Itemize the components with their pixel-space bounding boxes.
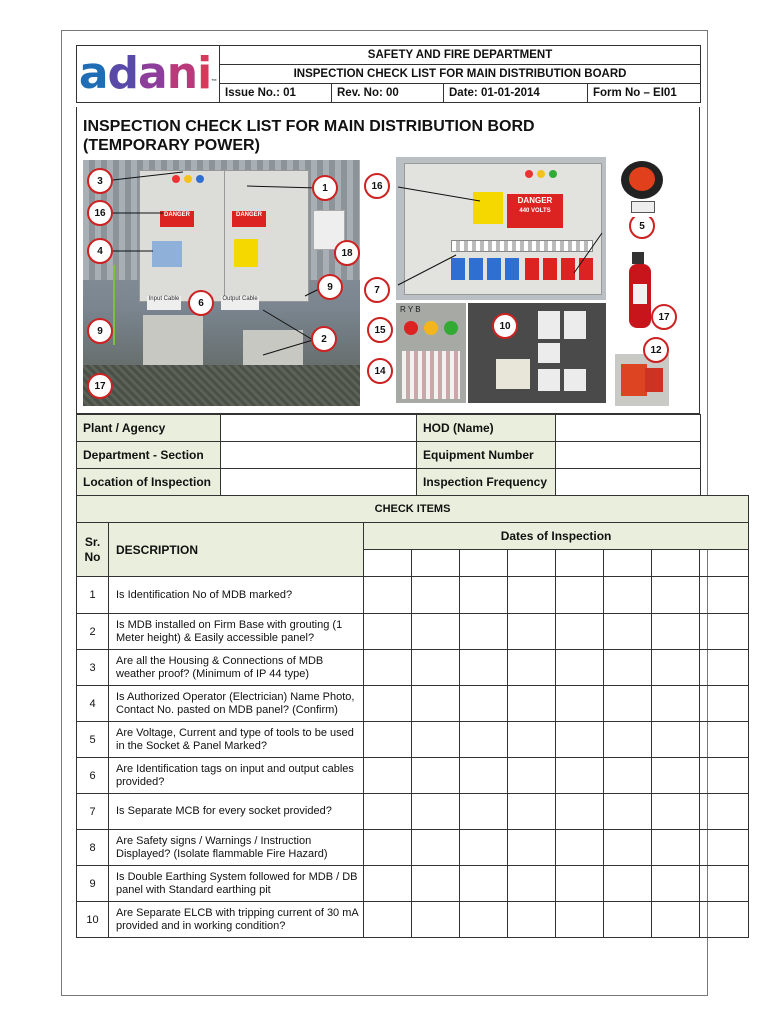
inspection-check-cell[interactable] xyxy=(652,902,700,938)
inspection-check-cell[interactable] xyxy=(460,866,508,902)
inspection-check-cell[interactable] xyxy=(556,686,604,722)
inspection-check-cell[interactable] xyxy=(700,866,749,902)
check-items-title: CHECK ITEMS xyxy=(77,496,749,523)
equipment-number-label: Equipment Number xyxy=(417,442,556,469)
location-field[interactable] xyxy=(221,469,417,496)
inspection-check-cell[interactable] xyxy=(364,686,412,722)
inspection-check-cell[interactable] xyxy=(652,794,700,830)
date-column-8[interactable] xyxy=(700,550,749,577)
callout-3: 3 xyxy=(87,168,113,194)
inspection-check-cell[interactable] xyxy=(556,866,604,902)
inspection-check-cell[interactable] xyxy=(412,577,460,614)
inspection-check-cell[interactable] xyxy=(652,866,700,902)
table-row xyxy=(77,830,749,866)
inspection-check-cell[interactable] xyxy=(652,722,700,758)
callout-arrows-2 xyxy=(396,157,606,300)
callout-2: 2 xyxy=(311,326,337,352)
inspection-check-cell[interactable] xyxy=(556,758,604,794)
inspection-check-cell[interactable] xyxy=(508,866,556,902)
description-header: DESCRIPTION xyxy=(109,523,364,577)
danger-sign-left: DANGER xyxy=(160,211,194,227)
inspection-check-cell[interactable] xyxy=(604,686,652,722)
inspection-check-cell[interactable] xyxy=(604,866,652,902)
inspection-check-cell[interactable] xyxy=(604,614,652,650)
danger-sign-right: DANGER xyxy=(232,211,266,227)
frequency-field[interactable] xyxy=(556,469,701,496)
item-sr-no: 10 xyxy=(77,902,109,938)
inspection-check-cell[interactable] xyxy=(652,577,700,614)
company-logo: adani™ xyxy=(77,46,220,103)
table-row xyxy=(77,686,749,722)
frequency-label: Inspection Frequency xyxy=(417,469,556,496)
inspection-check-cell[interactable] xyxy=(556,722,604,758)
inspection-check-cell[interactable] xyxy=(412,902,460,938)
inspection-check-cell[interactable] xyxy=(412,722,460,758)
inspection-check-cell[interactable] xyxy=(700,614,749,650)
danger-sign: DANGER 440 VOLTS xyxy=(507,194,563,228)
inspection-check-cell[interactable] xyxy=(700,650,749,686)
callout-12: 12 xyxy=(643,337,669,363)
inspection-check-cell[interactable] xyxy=(508,902,556,938)
inspection-check-cell[interactable] xyxy=(412,794,460,830)
hod-label: HOD (Name) xyxy=(417,415,556,442)
callout-6: 6 xyxy=(188,290,214,316)
inspection-check-cell[interactable] xyxy=(508,794,556,830)
item-description: Are Safety signs / Warnings / Instruction Displayed? (Isolate flammable Fire Hazard) xyxy=(109,830,364,866)
issue-no: Issue No.: 01 xyxy=(220,84,332,103)
inspection-info-table xyxy=(76,414,701,496)
item-description: Is MDB installed on Firm Base with grouting (1 Meter height) & Easily accessible panel? xyxy=(109,614,364,650)
check-items-table xyxy=(76,495,749,938)
photo-alarm-button xyxy=(617,157,667,217)
item-sr-no: 7 xyxy=(77,794,109,830)
table-row xyxy=(77,866,749,902)
callout-9b: 9 xyxy=(87,318,113,344)
plant-agency-label: Plant / Agency xyxy=(77,415,221,442)
photo-mdb-panel xyxy=(83,160,360,406)
rev-no: Rev. No: 00 xyxy=(332,84,444,103)
table-row xyxy=(77,614,749,650)
callout-7: 7 xyxy=(364,277,390,303)
inspection-check-cell[interactable] xyxy=(700,794,749,830)
inspection-check-cell[interactable] xyxy=(556,614,604,650)
date-column-7[interactable] xyxy=(652,550,700,577)
callout-4: 4 xyxy=(87,238,113,264)
inspection-check-cell[interactable] xyxy=(508,758,556,794)
location-label: Location of Inspection xyxy=(77,469,221,496)
date-column-1[interactable] xyxy=(364,550,412,577)
inspection-check-cell[interactable] xyxy=(556,794,604,830)
inspection-check-cell[interactable] xyxy=(700,577,749,614)
photo-elcb-meters xyxy=(468,303,606,403)
callout-14: 14 xyxy=(367,358,393,384)
callout-8b: 16 xyxy=(364,173,390,199)
item-sr-no: 1 xyxy=(77,577,109,614)
inspection-check-cell[interactable] xyxy=(556,830,604,866)
date-column-2[interactable] xyxy=(412,550,460,577)
inspection-check-cell[interactable] xyxy=(412,866,460,902)
item-sr-no: 9 xyxy=(77,866,109,902)
inspection-check-cell[interactable] xyxy=(700,902,749,938)
item-sr-no: 8 xyxy=(77,830,109,866)
inspection-check-cell[interactable] xyxy=(460,614,508,650)
inspection-check-cell[interactable] xyxy=(700,830,749,866)
inspection-check-cell[interactable] xyxy=(364,650,412,686)
item-description: Is Double Earthing System followed for MDB / DB panel with Standard earthing pit xyxy=(109,866,364,902)
inspection-check-cell[interactable] xyxy=(364,794,412,830)
inspection-check-cell[interactable] xyxy=(700,758,749,794)
item-description: Is Separate MCB for every socket provided? xyxy=(109,794,364,830)
callout-17: 17 xyxy=(651,304,677,330)
terminal-block xyxy=(402,351,460,399)
photo-indicator-lamps: R Y B xyxy=(396,303,466,403)
callout-5: 5 xyxy=(629,213,655,239)
photo-socket-panel xyxy=(396,157,606,300)
inspection-check-cell[interactable] xyxy=(364,722,412,758)
section-title: INSPECTION CHECK LIST FOR MAIN DISTRIBUTION BORD (TEMPORARY POWER) xyxy=(83,118,535,154)
check-items-body xyxy=(77,577,749,938)
inspection-check-cell[interactable] xyxy=(604,794,652,830)
inspection-check-cell[interactable] xyxy=(364,830,412,866)
callout-15: 15 xyxy=(367,317,393,343)
inspection-check-cell[interactable] xyxy=(604,577,652,614)
inspection-check-cell[interactable] xyxy=(604,722,652,758)
form-header xyxy=(76,45,701,103)
inspection-check-cell[interactable] xyxy=(508,577,556,614)
department-title: SAFETY AND FIRE DEPARTMENT xyxy=(220,46,701,65)
inspection-check-cell[interactable] xyxy=(508,722,556,758)
inspection-check-cell[interactable] xyxy=(700,686,749,722)
inspection-check-cell[interactable] xyxy=(460,758,508,794)
plant-agency-field[interactable] xyxy=(221,415,417,442)
inspection-check-cell[interactable] xyxy=(508,686,556,722)
callout-8: 16 xyxy=(87,200,113,226)
callout-1: 1 xyxy=(312,175,338,201)
inspection-check-cell[interactable] xyxy=(460,794,508,830)
inspection-check-cell[interactable] xyxy=(460,650,508,686)
inspection-check-cell[interactable] xyxy=(652,686,700,722)
table-row xyxy=(77,902,749,938)
equipment-number-field[interactable] xyxy=(556,442,701,469)
item-description: Are Identification tags on input and output cables provided? xyxy=(109,758,364,794)
item-sr-no: 2 xyxy=(77,614,109,650)
table-row xyxy=(77,794,749,830)
callout-16: 17 xyxy=(87,373,113,399)
inspection-check-cell[interactable] xyxy=(556,650,604,686)
item-description: Are Separate ELCB with tripping current of 30 mA provided and in working condition? xyxy=(109,902,364,938)
department-section-field[interactable] xyxy=(221,442,417,469)
department-section-label: Department - Section xyxy=(77,442,221,469)
inspection-check-cell[interactable] xyxy=(460,830,508,866)
table-row xyxy=(77,758,749,794)
item-sr-no: 6 xyxy=(77,758,109,794)
inspection-check-cell[interactable] xyxy=(604,902,652,938)
inspection-check-cell[interactable] xyxy=(412,650,460,686)
callout-9: 9 xyxy=(317,274,343,300)
inspection-check-cell[interactable] xyxy=(364,577,412,614)
item-description: Is Authorized Operator (Electrician) Name Photo, Contact No. pasted on MDB panel? (Confirm) xyxy=(109,686,364,722)
date-column-3[interactable] xyxy=(460,550,508,577)
dates-of-inspection-header: Dates of Inspection xyxy=(364,523,749,550)
item-sr-no: 4 xyxy=(77,686,109,722)
inspection-check-cell[interactable] xyxy=(652,758,700,794)
inspection-check-cell[interactable] xyxy=(652,830,700,866)
item-description: Are Voltage, Current and type of tools to be used in the Socket & Panel Marked? xyxy=(109,722,364,758)
inspection-check-cell[interactable] xyxy=(412,758,460,794)
inspection-check-cell[interactable] xyxy=(412,614,460,650)
inspection-check-cell[interactable] xyxy=(604,830,652,866)
input-cable-tag: Input Cable xyxy=(147,296,181,310)
photo-section xyxy=(76,107,700,414)
callout-10: 10 xyxy=(492,313,518,339)
callout-18: 18 xyxy=(334,240,360,266)
inspection-check-cell[interactable] xyxy=(604,650,652,686)
date-column-4[interactable] xyxy=(508,550,556,577)
inspection-check-cell[interactable] xyxy=(556,902,604,938)
inspection-check-cell[interactable] xyxy=(700,722,749,758)
inspection-check-cell[interactable] xyxy=(508,614,556,650)
inspection-check-cell[interactable] xyxy=(508,830,556,866)
item-description: Is Identification No of MDB marked? xyxy=(109,577,364,614)
output-cable-tag: Output Cable xyxy=(221,296,259,310)
table-row xyxy=(77,650,749,686)
sr-no-header: Sr. No xyxy=(77,523,109,577)
item-description: Are all the Housing & Connections of MDB weather proof? (Minimum of IP 44 type) xyxy=(109,650,364,686)
inspection-check-cell[interactable] xyxy=(460,686,508,722)
inspection-check-cell[interactable] xyxy=(412,830,460,866)
table-row xyxy=(77,577,749,614)
inspection-check-cell[interactable] xyxy=(556,577,604,614)
item-sr-no: 3 xyxy=(77,650,109,686)
inspection-check-cell[interactable] xyxy=(652,614,700,650)
date: Date: 01-01-2014 xyxy=(444,84,588,103)
date-column-6[interactable] xyxy=(604,550,652,577)
inspection-check-cell[interactable] xyxy=(412,686,460,722)
form-no: Form No – EI01 xyxy=(588,84,701,103)
inspection-check-cell[interactable] xyxy=(604,758,652,794)
inspection-check-cell[interactable] xyxy=(364,614,412,650)
inspection-check-cell[interactable] xyxy=(460,902,508,938)
item-sr-no: 5 xyxy=(77,722,109,758)
checklist-title: INSPECTION CHECK LIST FOR MAIN DISTRIBUTION BOARD xyxy=(220,65,701,84)
inspection-check-cell[interactable] xyxy=(364,902,412,938)
inspection-check-cell[interactable] xyxy=(460,577,508,614)
inspection-check-cell[interactable] xyxy=(460,722,508,758)
inspection-check-cell[interactable] xyxy=(364,758,412,794)
inspection-check-cell[interactable] xyxy=(364,866,412,902)
date-column-5[interactable] xyxy=(556,550,604,577)
hod-field[interactable] xyxy=(556,415,701,442)
inspection-check-cell[interactable] xyxy=(652,650,700,686)
inspection-check-cell[interactable] xyxy=(508,650,556,686)
table-row xyxy=(77,722,749,758)
